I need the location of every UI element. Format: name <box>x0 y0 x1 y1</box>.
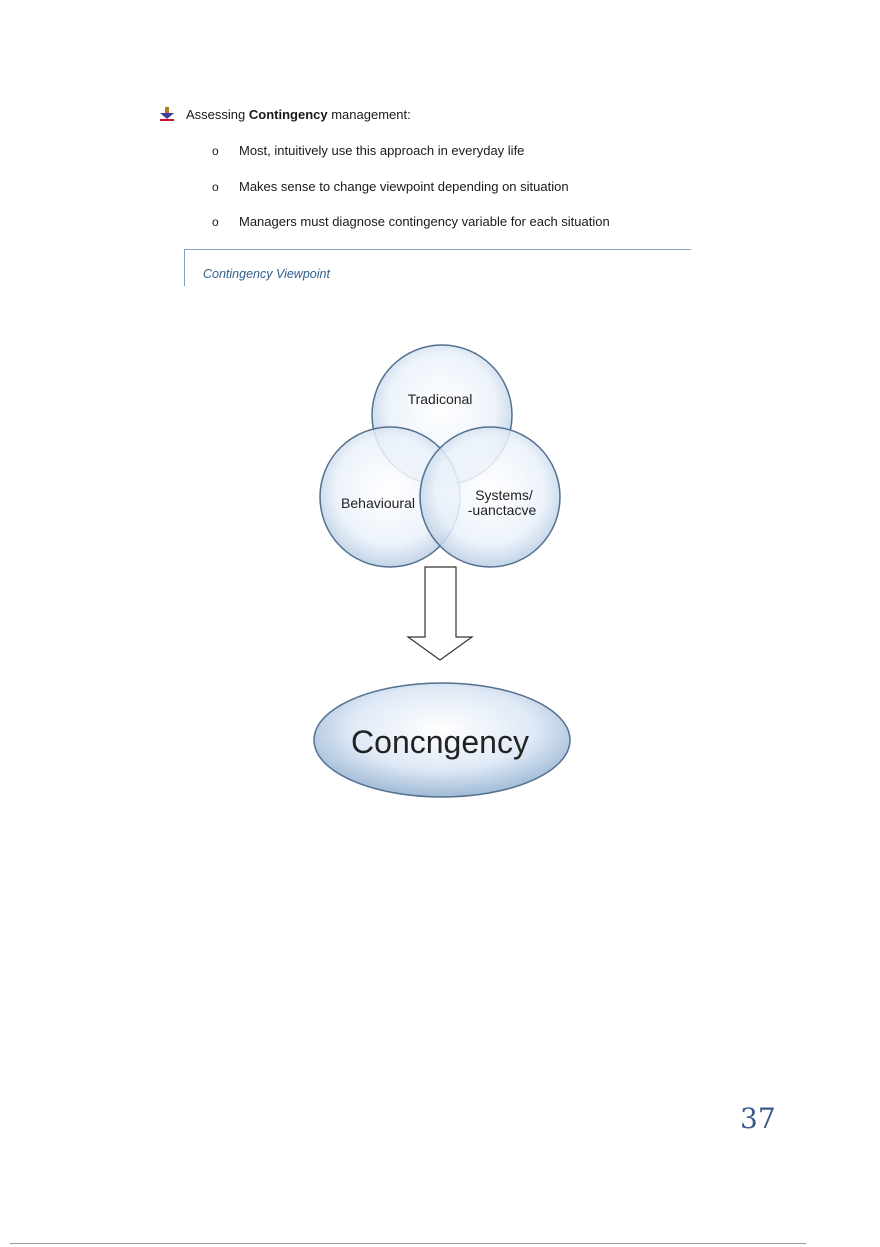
heading-bold: Contingency <box>248 106 328 122</box>
behavioural-label: Behavioural <box>341 495 415 511</box>
down-arrow-icon <box>408 567 472 660</box>
sub-point-2 <box>212 179 569 194</box>
footer-divider <box>10 1243 806 1244</box>
sub-point-3 <box>212 214 610 229</box>
sub-bullet-marker: o <box>212 214 219 229</box>
sub-point-1 <box>212 143 524 158</box>
sub-bullet-marker: o <box>212 179 219 194</box>
contingency-diagram <box>300 330 580 810</box>
bullet-arrow-icon <box>159 106 175 122</box>
sub-point-text: Makes sense to change viewpoint depending on situation <box>239 179 569 194</box>
sub-point-text: Most, intuitively use this approach in everyday life <box>239 143 525 158</box>
traditional-label: Tradiconal <box>407 391 473 407</box>
caption-text: Contingency Viewpoint <box>203 267 330 281</box>
contingency-label: Concngency <box>351 724 529 760</box>
systems-label-line2: -uanctacve <box>467 502 537 518</box>
heading-text: Assessing Contingency management: <box>186 106 411 122</box>
caption-box <box>184 249 691 286</box>
sub-point-text: Managers must diagnose contingency variable for each situation <box>239 214 610 229</box>
systems-label-line1: Systems/ <box>475 487 533 503</box>
sub-bullet-marker: o <box>212 143 219 158</box>
page-number: 37 <box>740 1102 776 1135</box>
main-bullet <box>159 106 411 122</box>
